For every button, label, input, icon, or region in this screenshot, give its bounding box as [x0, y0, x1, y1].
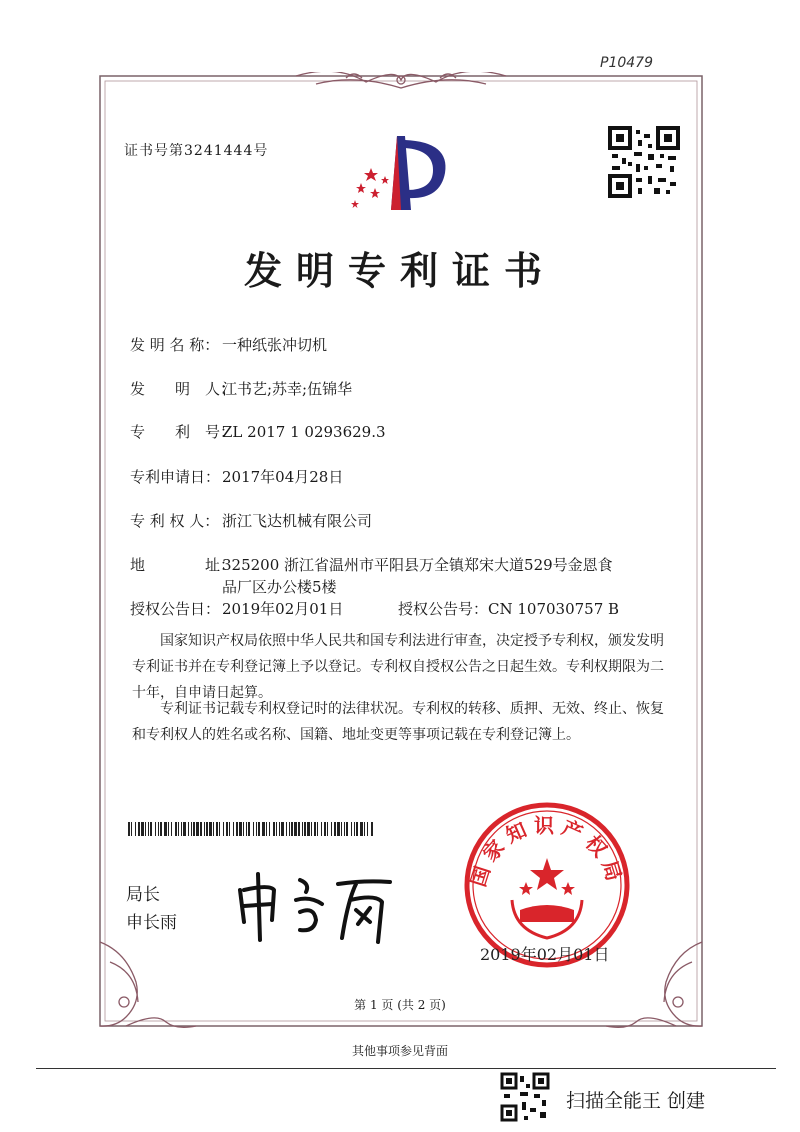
field-grant-date [130, 598, 343, 620]
field-label: 地 址： [130, 556, 236, 574]
field-label: 专 利 权 人： [130, 512, 220, 530]
chief-title: 局长 [126, 885, 160, 905]
scanner-qr-icon [500, 1072, 550, 1122]
scanner-label: 扫描全能王 创建 [566, 1090, 706, 1112]
seal-date: 2019年02月01日 [480, 945, 610, 964]
field-label: 授权公告日： [130, 600, 221, 618]
chief-name: 申长雨 [126, 913, 177, 933]
field-value: 一种纸张冲切机 [222, 336, 328, 354]
bottom-left-ornament [100, 942, 196, 1027]
field-label: 授权公告号： [398, 600, 489, 618]
field-label: 发 明 人： [130, 380, 236, 398]
divider [36, 1068, 776, 1069]
field-label: 专利申请日： [130, 468, 221, 486]
back-note: 其他事项参见背面 [351, 1044, 448, 1058]
certificate-number: 证书号第3241444号 [124, 143, 269, 159]
field-value: CN 107030757 B [488, 600, 620, 618]
signature-image [230, 860, 400, 950]
field-patentee [130, 510, 372, 532]
page-indicator: 第 1 页 (共 2 页) [354, 998, 446, 1012]
field-filing-date [130, 466, 343, 488]
cnipa-logo-icon [345, 128, 455, 218]
seal-text: 国家知识产权局 [465, 813, 629, 890]
field-label: 发 明 名 称： [130, 336, 220, 354]
field-address [130, 554, 613, 576]
qr-code-icon [608, 126, 680, 198]
field-address-line2: 品厂区办公楼5楼 [222, 578, 337, 596]
statement-paragraph-1: 国家知识产权局依照中华人民共和国专利法进行审查，决定授予专利权，颁发发明专利证书并在专利登记簿上予以登记。专利权自授权公告之日起生效。专利权期限为二十年，自申请日起算。 [132, 633, 664, 701]
field-value: 325200 浙江省温州市平阳县万全镇郑宋大道529号金恩食 [222, 556, 613, 574]
field-value: 2017年04月28日 [222, 468, 344, 486]
field-invention-name [130, 334, 327, 356]
handwritten-note: P10479 [600, 55, 653, 71]
field-value: 江书艺;苏幸;伍锦华 [222, 380, 353, 398]
statement-paragraph-2: 专利证书记载专利权登记时的法律状况。专利权的转移、质押、无效、终止、恢复和专利权人的姓名或名称、国籍、地址变更等事项记载在专利登记簿上。 [132, 701, 664, 743]
barcode-icon [128, 822, 376, 836]
field-value: 2019年02月01日 [222, 600, 344, 618]
field-value: ZL 2017 1 0293629.3 [222, 423, 386, 441]
field-value: 浙江飞达机械有限公司 [222, 512, 373, 530]
certificate-title: 发明专利证书 [243, 248, 556, 293]
field-patent-number [130, 421, 386, 443]
field-grant-number [398, 598, 619, 620]
field-inventors [130, 378, 352, 400]
field-label: 专 利 号： [130, 423, 236, 441]
top-ornament [296, 72, 506, 88]
